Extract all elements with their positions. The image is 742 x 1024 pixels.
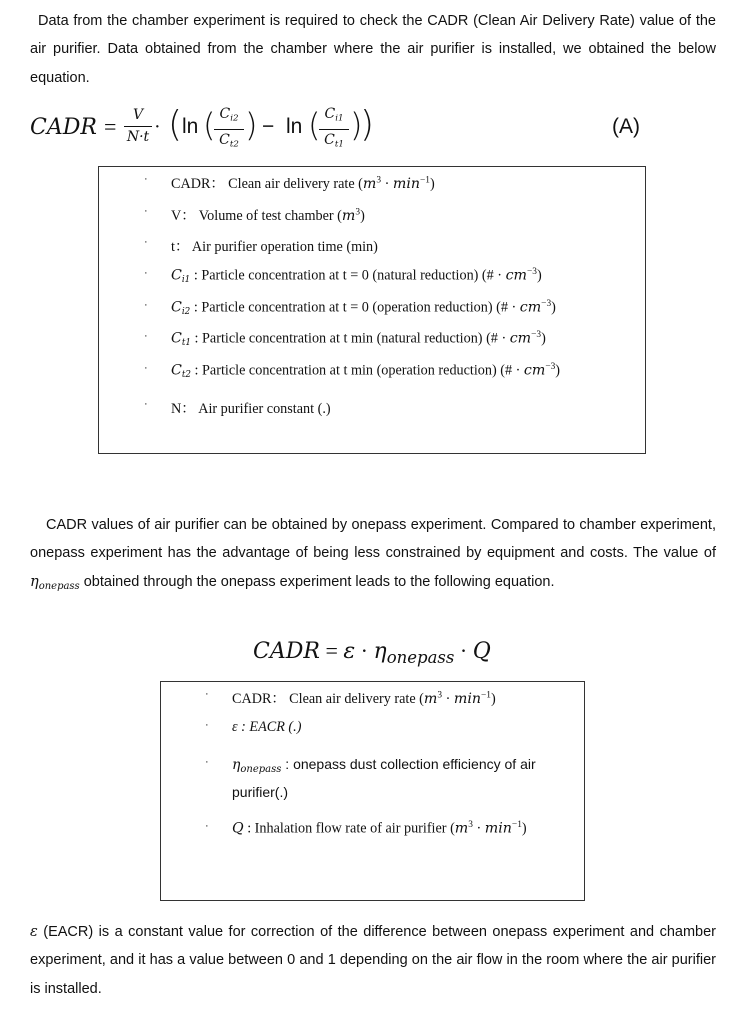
onepass-paragraph: CADR values of air purifier can be obtained by onepass experiment. Compared to chamber experiment, onepass experiment has the advantage of being less constrained by equipment and costs. The value of $\eta_{onepass}$ obtained through the onepass experiment leads to the following equation.: [30, 517, 716, 592]
legend-a-ct1: · $C_{t1}$ : Particle concentration at t min (natural reduction) (# · $cm^{-3}$): [144, 330, 546, 349]
legend-box-b: [160, 681, 585, 901]
eq-a-lhs: CADR =: [30, 114, 117, 140]
legend-b-efficiency-cont: purifier(.): [232, 784, 289, 800]
eq-a-ln-1: ln: [182, 115, 199, 138]
eq-a-open-paren: (: [168, 104, 183, 145]
eq-a-minus: −: [262, 115, 275, 138]
eq-a-close-paren: ): [360, 104, 375, 145]
equation-b: CADR = $\varepsilon \cdot \eta_{onepass} \cdot Q$: [253, 638, 491, 667]
legend-a-ci2: · $C_{i2}$ : Particle concentration at t = 0 (operation reduction) (# · $cm^{-3}$): [144, 299, 556, 318]
eq-a-ln-2: ln: [286, 115, 303, 138]
eq-a-paren-2: (: [203, 106, 216, 144]
legend-b-flow-rate: · Q : Inhalation flow rate of air purifier $(m^3 \cdot \min^{-1})$: [205, 820, 527, 837]
legend-a-ct2: · $C_{t2}$ : Particle concentration at t min (operation reduction) (# · $cm^{-3}$): [144, 362, 561, 381]
legend-b-cadr: · CADR： Clean air delivery rate $(m^3 \cdot \min^{-1})$: [205, 688, 496, 707]
legend-b-efficiency: · $\eta_{onepass}$ : onepass dust collection efficiency of air: [205, 756, 536, 775]
legend-a-volume: · V： Volume of test chamber $(m^3)$: [144, 205, 365, 224]
eq-a-paren-1: (: [308, 106, 321, 144]
intro-paragraph: Data from the chamber experiment is required to check the CADR (Clean Air Delivery Rate) value of the air purifier. Data obtained from the chamber where the air purifier is installed, we obtained the below equation.: [30, 13, 716, 86]
equation-tag: (A): [612, 115, 640, 138]
eq-a-dot: ·: [154, 116, 161, 138]
equation-a: [30, 104, 720, 156]
eq-a-fraction-2: $C_{i2}$ $C_{t2}$: [214, 105, 244, 155]
legend-a-ci1: · $C_{i1}$ : Particle concentration at t = 0 (natural reduction) (# · $cm^{-3}$): [144, 267, 542, 286]
legend-a-time: · t： Air purifier operation time (min): [144, 236, 378, 255]
legend-a-cadr: · CADR： Clean air delivery rate $(m^3 \cdot \min^{-1})$: [144, 173, 435, 192]
eq-a-volume-fraction: V N·t: [124, 106, 152, 147]
eq-a-paren-2-close: ): [245, 106, 258, 144]
eq-a-fraction-1: $C_{i1}$ $C_{t1}$: [319, 105, 349, 155]
eacr-paragraph: ε (EACR) is a constant value for correction of the difference between onepass experiment and chamber experiment, and it has a value between 0 and 1 depending on the air flow in the room where the air purifier is installed.: [30, 924, 716, 997]
eq-a-paren-1-close: ): [350, 106, 363, 144]
legend-b-eacr: · ε : EACR (.): [205, 719, 302, 735]
legend-a-constant: · N： Air purifier constant (.): [144, 398, 331, 417]
